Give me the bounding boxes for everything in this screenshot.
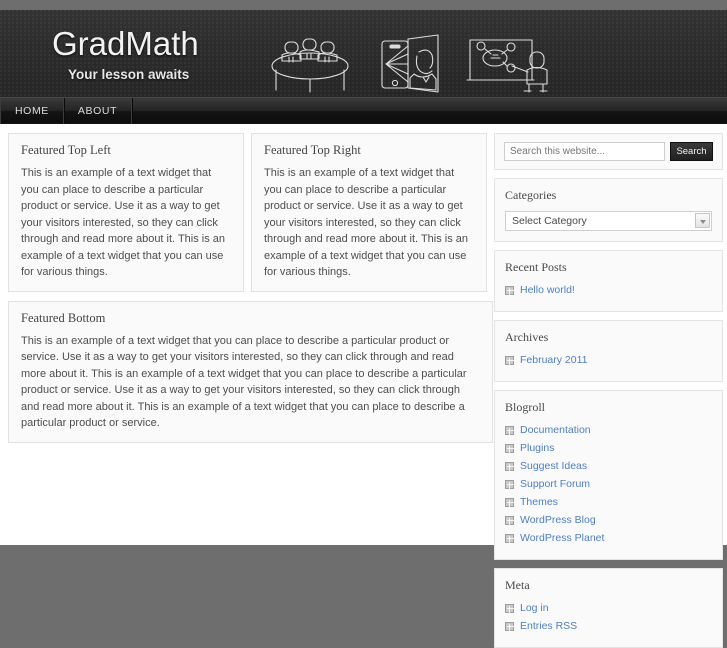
- primary-navigation: [0, 97, 727, 124]
- search-input[interactable]: [504, 142, 665, 161]
- list-item[interactable]: [505, 423, 712, 437]
- main-column: [4, 133, 491, 545]
- site-tagline: Your lesson awaits: [68, 67, 190, 82]
- blogroll-link[interactable]: Suggest Ideas: [520, 459, 588, 472]
- branding[interactable]: [52, 26, 282, 82]
- list-item[interactable]: [505, 459, 712, 473]
- page-bullet-icon: [505, 498, 514, 507]
- categories-title: Categories: [505, 188, 557, 202]
- archives-list: [505, 353, 712, 367]
- featured-top-row: [8, 133, 487, 301]
- meta-title: Meta: [505, 578, 530, 592]
- page-bullet-icon: [505, 426, 514, 435]
- page-bullet-icon: [505, 444, 514, 453]
- page-bullet-icon: [505, 516, 514, 525]
- list-item[interactable]: [505, 513, 712, 527]
- archive-link[interactable]: February 2011: [520, 353, 588, 366]
- category-select[interactable]: [505, 211, 712, 231]
- widget-archives: [494, 320, 723, 382]
- site-header: [0, 10, 727, 97]
- recent-posts-list: [505, 283, 712, 297]
- content-area: [0, 124, 727, 632]
- blogroll-link[interactable]: Plugins: [520, 441, 555, 454]
- page-bullet-icon: [505, 604, 514, 613]
- widget-title: Featured Bottom: [21, 310, 106, 325]
- list-item[interactable]: [505, 441, 712, 455]
- mobile-presentation-icon: [382, 35, 438, 92]
- list-item[interactable]: [505, 601, 712, 615]
- blogroll-list: [505, 423, 712, 545]
- nav-item-home[interactable]: HOME: [0, 98, 64, 124]
- list-item[interactable]: [505, 495, 712, 509]
- site-title[interactable]: GradMath: [52, 25, 199, 62]
- widget-body: This is an example of a text widget that you can place to describe a particular product or service. Use it as a way to get your visitors interested, so they can click through and read more about it. This is an example of a text widget that you can use for various things.: [21, 167, 226, 278]
- nav-list: [0, 98, 727, 124]
- meta-link-login[interactable]: Log in: [520, 601, 549, 614]
- search-form: [504, 142, 713, 161]
- meta-link-entries-rss[interactable]: Entries RSS: [520, 619, 578, 632]
- blogroll-link[interactable]: WordPress Blog: [520, 513, 596, 526]
- meta-list: [505, 601, 712, 633]
- recent-posts-title: Recent Posts: [505, 260, 567, 274]
- list-item[interactable]: [505, 619, 712, 633]
- widget-blogroll: [494, 390, 723, 560]
- widget-title: Featured Top Left: [21, 143, 111, 157]
- blogroll-link[interactable]: Themes: [520, 495, 558, 508]
- widget-body: This is an example of a text widget that you can place to describe a particular product or service. Use it as a way to get your visitors interested, so they can click through and read more about it. This is an example of a text widget that you can use for various things.: [264, 167, 469, 278]
- page-bullet-icon: [505, 356, 514, 365]
- blogroll-link[interactable]: Documentation: [520, 423, 591, 436]
- whiteboard-teacher-icon: [467, 40, 547, 92]
- archives-title: Archives: [505, 330, 549, 344]
- blogroll-link[interactable]: WordPress Planet: [520, 531, 605, 544]
- widget-featured-bottom: [8, 301, 493, 443]
- page-bullet-icon: [505, 462, 514, 471]
- list-item[interactable]: [505, 477, 712, 491]
- category-select-wrap[interactable]: [505, 211, 712, 231]
- recent-post-link[interactable]: Hello world!: [520, 283, 575, 296]
- page-bullet-icon: [505, 286, 514, 295]
- blogroll-link[interactable]: Support Forum: [520, 477, 591, 490]
- widget-categories: [494, 178, 723, 242]
- blogroll-title: Blogroll: [505, 400, 546, 414]
- widget-title: Featured Top Right: [264, 143, 361, 157]
- page-bullet-icon: [505, 534, 514, 543]
- widget-recent-posts: [494, 250, 723, 312]
- list-item[interactable]: [505, 353, 712, 367]
- widget-meta: [494, 568, 723, 648]
- page-bullet-icon: [505, 622, 514, 631]
- list-item[interactable]: [505, 531, 712, 545]
- page-bullet-icon: [505, 480, 514, 489]
- widget-featured-top-right: [251, 133, 487, 292]
- nav-item-about[interactable]: ABOUT: [64, 98, 132, 124]
- widget-body: This is an example of a text widget that you can place to describe a particular product or service. Use it as a way to get your visitors interested, so they can click through and read more about it. This is an example of a text widget that you can place to describe a particular product or service. Use it as a way to get your visitors interested, so they can click through and read more about it. This is an example of a text widget that you can place to describe a particular product or service.: [21, 334, 467, 429]
- header-illustrations: [262, 30, 562, 96]
- meeting-table-icon: [272, 39, 348, 92]
- sidebar: [491, 133, 723, 632]
- search-button[interactable]: Search: [670, 142, 713, 161]
- widget-featured-top-left: [8, 133, 244, 292]
- list-item[interactable]: [505, 283, 712, 297]
- widget-search: [494, 133, 723, 170]
